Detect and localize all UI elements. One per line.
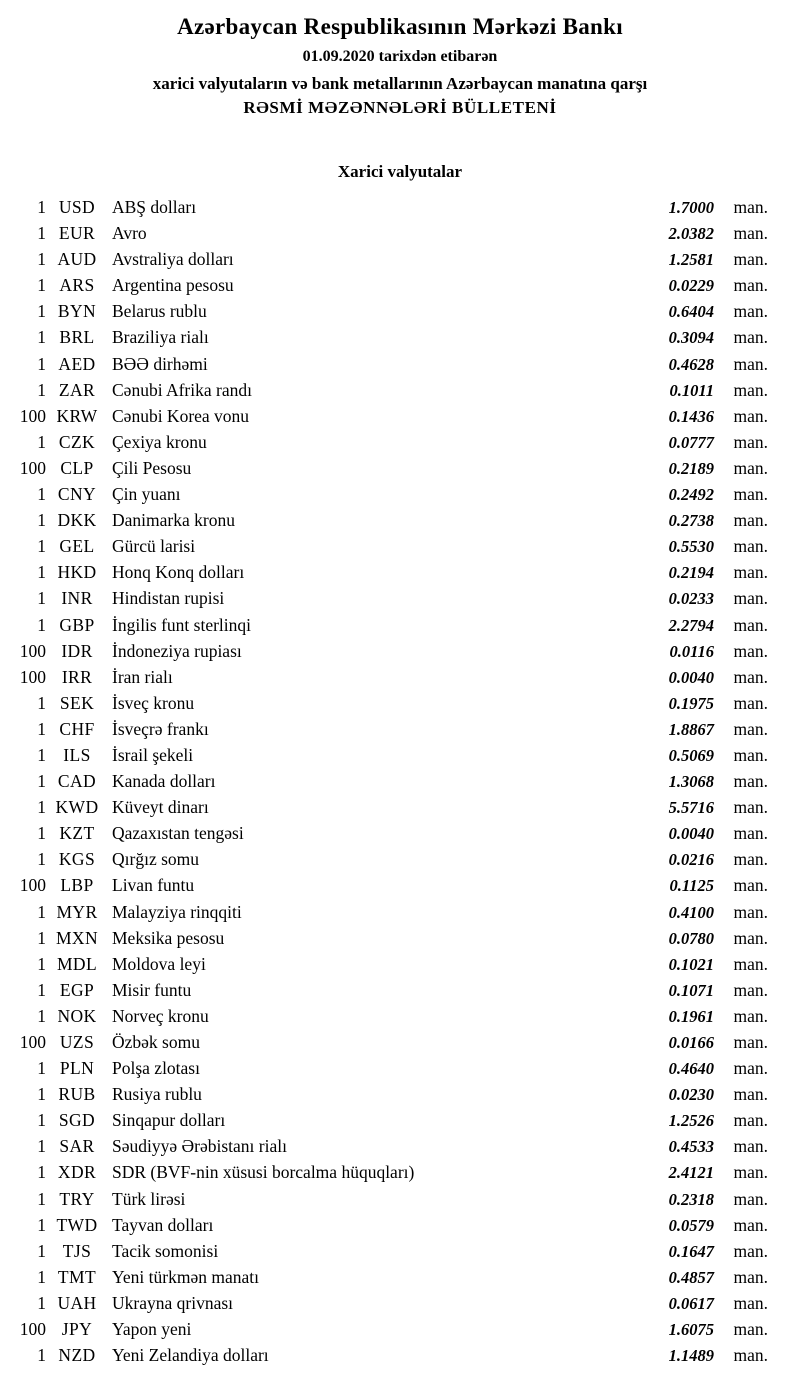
rate-value: 2.4121 [668, 1163, 714, 1183]
currency-row [0, 846, 768, 872]
unit-label: man. [733, 1240, 768, 1261]
rate-value: 0.2738 [668, 511, 714, 531]
unit-label: man. [733, 457, 768, 478]
rate-value: 2.2794 [668, 615, 714, 635]
rate-value: 0.1011 [669, 380, 714, 400]
currency-row [0, 768, 768, 794]
quantity: 1 [37, 1136, 46, 1157]
currency-code: KWD [55, 797, 99, 818]
currency-name: Norveç kronu [112, 1005, 209, 1026]
quantity: 1 [37, 1266, 46, 1287]
currency-row [0, 1212, 768, 1238]
unit-label: man. [733, 901, 768, 922]
rate-value: 1.1489 [668, 1346, 714, 1366]
rate-value: 0.5530 [668, 537, 714, 557]
quantity: 1 [37, 1188, 46, 1209]
quantity: 1 [37, 1058, 46, 1079]
currency-row [0, 585, 768, 611]
currency-code: EUR [58, 223, 96, 244]
unit-label: man. [733, 797, 768, 818]
currency-code: CNY [57, 484, 97, 505]
currency-code: RUB [58, 1084, 96, 1105]
rate-value: 0.4857 [668, 1267, 714, 1287]
unit-label: man. [733, 588, 768, 609]
quantity: 1 [37, 614, 46, 635]
rate-value: 0.0040 [668, 824, 714, 844]
quantity: 1 [37, 301, 46, 322]
currency-code: UZS [59, 1032, 95, 1052]
currency-row [0, 1003, 768, 1029]
unit-label: man. [733, 510, 768, 531]
quantity: 1 [37, 197, 46, 217]
currency-row [0, 742, 768, 768]
quantity: 1 [37, 744, 46, 765]
currency-row [0, 559, 768, 585]
currency-name: İran rialı [112, 666, 173, 687]
currency-code: JPY [61, 1319, 93, 1340]
currency-code: TWD [56, 1214, 98, 1235]
rate-value: 0.2318 [668, 1189, 714, 1209]
quantity: 1 [37, 1345, 46, 1366]
unit-label: man. [733, 1266, 768, 1287]
unit-label: man. [733, 849, 768, 870]
currency-row [0, 1081, 768, 1107]
currency-row [0, 925, 768, 951]
rate-value: 0.0777 [668, 432, 714, 452]
quantity: 1 [37, 1084, 46, 1105]
unit-label: man. [733, 379, 768, 400]
rate-value: 0.4100 [668, 902, 714, 922]
unit-label: man. [733, 666, 768, 687]
currency-name: Cənubi Afrika randı [112, 379, 252, 400]
currency-code: ILS [63, 744, 91, 765]
quantity: 1 [37, 1292, 46, 1313]
quantity: 1 [37, 979, 46, 1000]
quantity: 100 [19, 1032, 46, 1052]
currency-name: Cənubi Korea vonu [112, 405, 250, 426]
rate-value: 1.2581 [668, 250, 714, 270]
currency-row [0, 507, 768, 533]
currency-row [0, 664, 768, 690]
currency-row [0, 1290, 768, 1316]
currency-row [0, 1159, 768, 1185]
currency-name: Avro [112, 223, 147, 244]
rate-value: 0.1436 [668, 406, 714, 426]
unit-label: man. [733, 197, 768, 217]
quantity: 1 [37, 1214, 46, 1235]
unit-label: man. [733, 875, 768, 896]
rate-value: 0.1647 [668, 1241, 714, 1261]
currency-row [0, 1133, 768, 1159]
unit-label: man. [733, 562, 768, 583]
quantity: 100 [19, 666, 46, 687]
quantity: 1 [37, 562, 46, 583]
currency-code: UAH [57, 1292, 97, 1313]
currency-name: Belarus rublu [112, 301, 207, 322]
currency-row [0, 794, 768, 820]
currency-name: Yeni Zelandiya dolları [112, 1345, 269, 1366]
currency-code: NZD [58, 1345, 96, 1366]
unit-label: man. [733, 771, 768, 792]
rate-value: 1.2526 [668, 1111, 714, 1131]
unit-label: man. [733, 1084, 768, 1105]
currency-name: Özbək somu [112, 1032, 200, 1052]
unit-label: man. [733, 979, 768, 1000]
unit-label: man. [733, 640, 768, 661]
currency-name: Misir funtu [112, 979, 192, 1000]
currency-code: PLN [59, 1058, 95, 1079]
currency-row [0, 638, 768, 664]
currency-name: Türk lirəsi [112, 1188, 186, 1209]
currency-code: ZAR [58, 379, 96, 400]
rate-value: 0.2492 [668, 485, 714, 505]
currency-name: Tacik somonisi [112, 1240, 219, 1261]
currency-name: İsveç kronu [112, 692, 195, 713]
unit-label: man. [733, 823, 768, 844]
quantity: 1 [37, 692, 46, 713]
currency-name: Hindistan rupisi [112, 588, 225, 609]
unit-label: man. [733, 692, 768, 713]
currency-name: Qırğız somu [112, 849, 200, 870]
unit-label: man. [733, 927, 768, 948]
currency-code: XDR [57, 1162, 97, 1183]
quantity: 1 [37, 1162, 46, 1183]
section-title: Xarici valyutalar [337, 162, 463, 181]
currency-code: IRR [61, 666, 93, 687]
currency-code: MXN [55, 927, 99, 948]
unit-label: man. [733, 1005, 768, 1026]
unit-label: man. [733, 1110, 768, 1131]
quantity: 1 [37, 510, 46, 531]
currency-name: Sinqapur dolları [112, 1110, 226, 1131]
currency-row [0, 220, 768, 246]
quantity: 1 [37, 953, 46, 974]
currency-row [0, 351, 768, 377]
rate-value: 0.1021 [668, 954, 714, 974]
rate-value: 0.2194 [668, 563, 714, 583]
rate-value: 0.4640 [668, 1059, 714, 1079]
currency-row [0, 977, 768, 1003]
currency-name: Argentina pesosu [112, 275, 234, 296]
unit-label: man. [733, 353, 768, 374]
currency-code: SGD [58, 1110, 96, 1131]
rate-value: 0.1961 [668, 1006, 714, 1026]
quantity: 1 [37, 275, 46, 296]
currency-name: Çili Pesosu [112, 457, 192, 478]
currency-code: EGP [59, 979, 95, 1000]
currency-name: Küveyt dinarı [112, 797, 209, 818]
currency-code: KGS [58, 849, 96, 870]
currency-code: TRY [59, 1188, 95, 1209]
currency-name: Yapon yeni [112, 1319, 192, 1340]
quantity: 1 [37, 431, 46, 452]
unit-label: man. [733, 1214, 768, 1235]
quantity: 1 [37, 588, 46, 609]
currency-code: BRL [59, 327, 95, 348]
bulletin-subtitle: xarici valyutaların və bank metallarının Azərbaycan manatına qarşı [152, 74, 648, 93]
currency-name: İngilis funt sterlinqi [112, 614, 252, 635]
quantity: 1 [37, 223, 46, 244]
rate-value: 0.3094 [668, 328, 714, 348]
currency-row [0, 533, 768, 559]
quantity: 1 [37, 379, 46, 400]
currency-name: Meksika pesosu [112, 927, 225, 948]
rate-value: 0.0166 [668, 1033, 714, 1052]
currency-name: Qazaxıstan tengəsi [112, 823, 244, 844]
rate-value: 0.0233 [668, 589, 714, 609]
unit-label: man. [733, 431, 768, 452]
currency-row [0, 1107, 768, 1133]
unit-label: man. [733, 1058, 768, 1079]
unit-label: man. [733, 1032, 768, 1052]
quantity: 1 [37, 327, 46, 348]
unit-label: man. [733, 1319, 768, 1340]
unit-label: man. [733, 275, 768, 296]
rate-value: 0.2189 [668, 458, 714, 478]
unit-label: man. [733, 327, 768, 348]
currency-code: INR [61, 588, 93, 609]
currency-row [0, 1055, 768, 1081]
currency-name: Livan funtu [112, 875, 195, 896]
unit-label: man. [733, 301, 768, 322]
rate-value: 0.0116 [669, 641, 714, 661]
unit-label: man. [733, 718, 768, 739]
rate-value: 0.0780 [668, 928, 714, 948]
currency-row [0, 820, 768, 846]
currency-name: Çexiya kronu [112, 431, 207, 452]
quantity: 1 [37, 353, 46, 374]
quantity: 1 [37, 927, 46, 948]
quantity: 1 [37, 484, 46, 505]
currency-name: Gürcü larisi [112, 536, 196, 557]
rate-value: 2.0382 [668, 224, 714, 244]
currency-code: SEK [59, 692, 95, 713]
unit-label: man. [733, 614, 768, 635]
rate-value: 0.0040 [668, 667, 714, 687]
currency-code: BYN [57, 301, 97, 322]
currency-row [0, 899, 768, 925]
currency-row [0, 872, 768, 898]
rate-value: 0.0216 [668, 850, 714, 870]
currency-name: Səudiyyə Ərəbistanı rialı [112, 1136, 287, 1157]
unit-label: man. [733, 536, 768, 557]
currency-code: HKD [57, 562, 97, 583]
currency-row [0, 716, 768, 742]
quantity: 1 [37, 901, 46, 922]
rate-value: 0.1071 [668, 980, 714, 1000]
currency-code: SAR [59, 1136, 95, 1157]
currency-code: AUD [57, 249, 97, 270]
rate-value: 1.7000 [668, 198, 714, 217]
currency-code: MDL [56, 953, 98, 974]
rate-value: 1.3068 [668, 772, 714, 792]
unit-label: man. [733, 484, 768, 505]
rate-value: 0.0579 [668, 1215, 714, 1235]
currency-name: Honq Konq dolları [112, 562, 245, 583]
currency-code: NOK [57, 1005, 97, 1026]
rate-value: 0.1125 [669, 876, 714, 896]
currency-code: USD [58, 197, 96, 217]
rate-value: 0.0617 [668, 1293, 714, 1313]
currency-row [0, 324, 768, 350]
unit-label: man. [733, 744, 768, 765]
currency-name: SDR (BVF-nin xüsusi borcalma hüquqları) [112, 1162, 415, 1183]
currency-code: LBP [60, 875, 94, 896]
quantity: 1 [37, 849, 46, 870]
currency-name: Rusiya rublu [112, 1084, 202, 1105]
rate-value: 0.5069 [668, 745, 714, 765]
currency-name: Moldova leyi [112, 953, 206, 974]
currency-name: Polşa zlotası [112, 1058, 200, 1079]
currency-name: Kanada dolları [112, 771, 216, 792]
currency-row [0, 194, 768, 220]
page-title: Azərbaycan Respublikasının Mərkəzi Bankı [177, 14, 623, 39]
bulletin-header [0, 14, 800, 118]
currency-code: ARS [59, 275, 95, 296]
currency-row [0, 1186, 768, 1212]
quantity: 100 [19, 875, 46, 896]
currency-name: Braziliya rialı [112, 327, 209, 348]
currency-row [0, 298, 768, 324]
currency-name: İndoneziya rupiası [112, 640, 242, 661]
currency-name: İsveçrə frankı [112, 718, 209, 739]
currency-code: KRW [56, 405, 98, 426]
quantity: 100 [19, 457, 46, 478]
unit-label: man. [733, 223, 768, 244]
currency-code: CLP [60, 457, 94, 478]
currency-row [0, 455, 768, 481]
quantity: 1 [37, 823, 46, 844]
currency-code: KZT [59, 823, 95, 844]
currency-name: Avstraliya dolları [112, 249, 234, 270]
quantity: 100 [19, 640, 46, 661]
currency-code: AED [58, 353, 96, 374]
rate-value: 0.4628 [668, 354, 714, 374]
currency-name: Yeni türkmən manatı [112, 1266, 259, 1287]
rate-value: 0.6404 [668, 302, 714, 322]
currency-row [0, 690, 768, 716]
currency-code: MYR [56, 901, 98, 922]
bulletin-name: RƏSMİ MƏZƏNNƏLƏRİ BÜLLETENİ [243, 98, 557, 117]
rate-value: 5.5716 [668, 798, 714, 818]
currency-name: ABŞ dolları [112, 197, 197, 217]
unit-label: man. [733, 1292, 768, 1313]
currency-row [0, 1238, 768, 1264]
currency-row [0, 272, 768, 298]
currency-rates-table [0, 194, 800, 1368]
rate-value: 1.6075 [668, 1320, 714, 1340]
unit-label: man. [733, 1136, 768, 1157]
currency-row [0, 1264, 768, 1290]
currency-row [0, 377, 768, 403]
quantity: 1 [37, 249, 46, 270]
rate-value: 0.0230 [668, 1085, 714, 1105]
currency-row [0, 481, 768, 507]
quantity: 100 [19, 405, 46, 426]
currency-name: Malayziya rinqqiti [112, 901, 242, 922]
currency-row [0, 1342, 768, 1368]
unit-label: man. [733, 249, 768, 270]
currency-code: TJS [62, 1240, 92, 1261]
currency-code: TMT [57, 1266, 97, 1287]
unit-label: man. [733, 1345, 768, 1366]
currency-code: CAD [57, 771, 97, 792]
currency-name: BƏƏ dirhəmi [112, 353, 208, 374]
currency-name: Tayvan dolları [112, 1214, 214, 1235]
currency-code: CHF [59, 718, 95, 739]
quantity: 1 [37, 1110, 46, 1131]
quantity: 100 [19, 1319, 46, 1340]
rate-value: 0.4533 [668, 1137, 714, 1157]
unit-label: man. [733, 953, 768, 974]
quantity: 1 [37, 1005, 46, 1026]
currency-code: IDR [61, 640, 93, 661]
quantity: 1 [37, 536, 46, 557]
currency-row [0, 1316, 768, 1342]
currency-code: DKK [57, 510, 97, 531]
currency-code: CZK [58, 431, 96, 452]
rate-value: 1.8867 [668, 719, 714, 739]
currency-code: GBP [59, 614, 95, 635]
currency-row [0, 1029, 768, 1055]
currency-name: Ukrayna qrivnası [112, 1292, 234, 1313]
quantity: 1 [37, 771, 46, 792]
currency-code: GEL [59, 536, 95, 557]
quantity: 1 [37, 797, 46, 818]
unit-label: man. [733, 1162, 768, 1183]
currency-row [0, 246, 768, 272]
currency-name: İsrail şekeli [112, 744, 194, 765]
unit-label: man. [733, 405, 768, 426]
currency-row [0, 612, 768, 638]
currency-name: Çin yuanı [112, 484, 181, 505]
currency-row [0, 429, 768, 455]
quantity: 1 [37, 1240, 46, 1261]
effective-date: 01.09.2020 tarixdən etibarən [302, 48, 498, 65]
rate-value: 0.1975 [668, 693, 714, 713]
quantity: 1 [37, 718, 46, 739]
rate-value: 0.0229 [668, 276, 714, 296]
unit-label: man. [733, 1188, 768, 1209]
currency-name: Danimarka kronu [112, 510, 235, 531]
currency-row [0, 951, 768, 977]
currency-row [0, 403, 768, 429]
